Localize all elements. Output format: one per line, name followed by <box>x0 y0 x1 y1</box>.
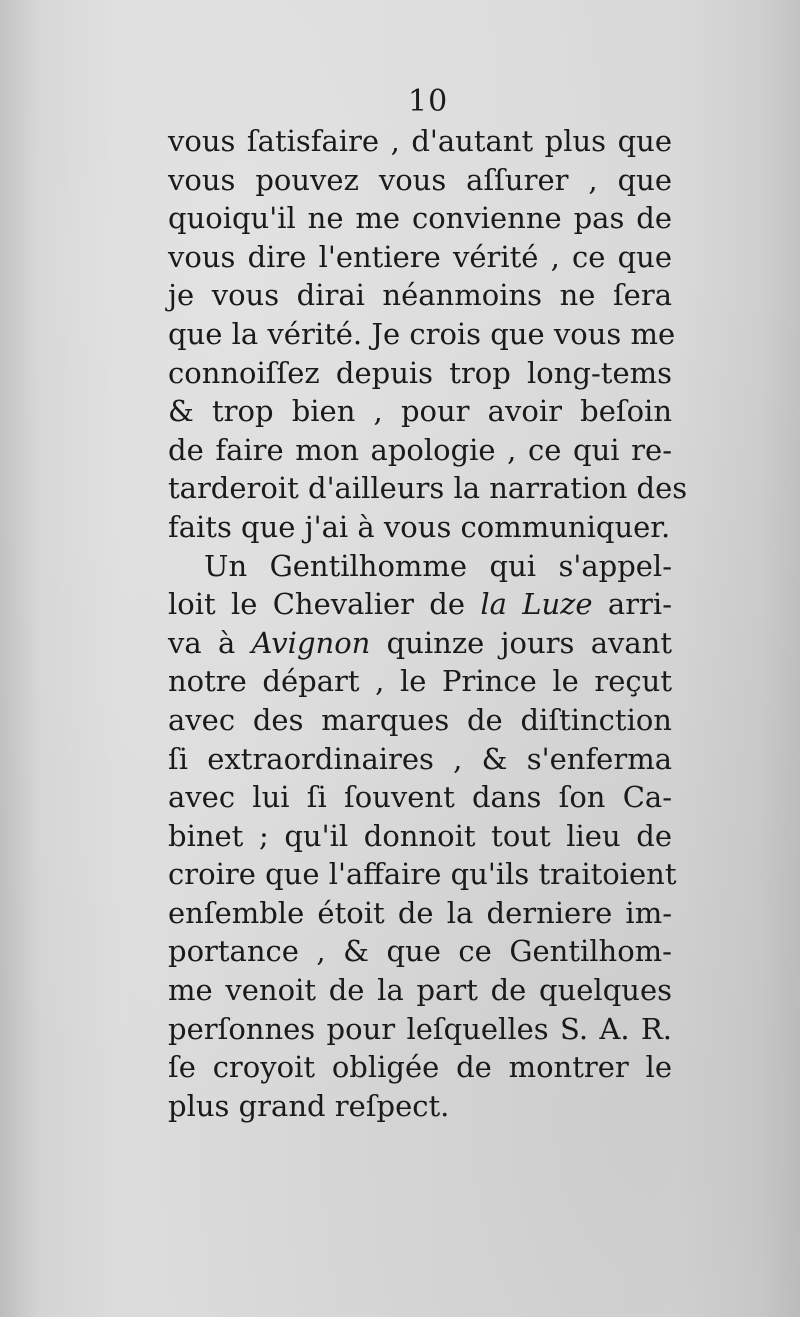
text-line: quoiqu'il ne me convienne pas de <box>168 201 672 236</box>
text-line-with-italic <box>168 585 672 624</box>
text-line: vous dire l'entiere vérité , ce que <box>168 239 672 274</box>
text-segment: quinze jours avant <box>370 625 672 660</box>
text-line: de faire mon apologie , ce qui re- <box>168 432 672 467</box>
text-line: notre départ , le Prince le reçut <box>168 664 672 699</box>
text-line-with-italic <box>168 624 672 663</box>
text-line: croire que l'affaire qu'ils traitoient <box>168 857 677 892</box>
text-line: vous pouvez vous aſſurer , que <box>168 162 672 197</box>
paragraph-first-line: Un Gentilhomme qui s'appel- <box>204 548 672 583</box>
text-line: & trop bien , pour avoir beſoin <box>168 394 672 429</box>
text-line: portance , & que ce Gentilhom- <box>168 934 672 969</box>
text-line: enſemble étoit de la derniere im- <box>168 895 672 930</box>
text-line: je vous dirai néanmoins ne ſera <box>168 278 672 313</box>
text-line: ſe croyoit obligée de montrer le <box>168 1050 672 1085</box>
text-line: avec lui ſi ſouvent dans ſon Ca- <box>168 780 672 815</box>
text-segment: arri- <box>592 587 672 622</box>
text-line: connoiſſez depuis trop long-tems <box>168 355 672 390</box>
italic-place-avignon: Avignon <box>251 625 371 660</box>
text-line: me venoit de la part de quelques <box>168 973 672 1008</box>
text-line: perſonnes pour leſquelles S. A. R. <box>168 1011 672 1046</box>
body-text <box>168 122 688 1125</box>
text-line: faits que j'ai à vous communiquer. <box>168 509 671 544</box>
text-line: avec des marques de diſtinction <box>168 702 672 737</box>
text-line: vous ſatisfaire , d'autant plus que <box>168 124 672 158</box>
text-line: que la vérité. Je crois que vous me <box>168 316 676 351</box>
text-segment: loit le Chevalier de <box>168 587 481 622</box>
text-line: binet ; qu'il donnoit tout lieu de <box>168 818 672 853</box>
text-line: plus grand reſpect. <box>168 1088 450 1123</box>
italic-name-luze: la Luze <box>480 587 593 622</box>
text-line: tarderoit d'ailleurs la narration des <box>168 471 688 506</box>
text-segment: va à <box>168 625 252 660</box>
text-line: ſi extraordinaires , & s'enferma <box>168 741 672 776</box>
page-number: 10 <box>408 84 449 119</box>
